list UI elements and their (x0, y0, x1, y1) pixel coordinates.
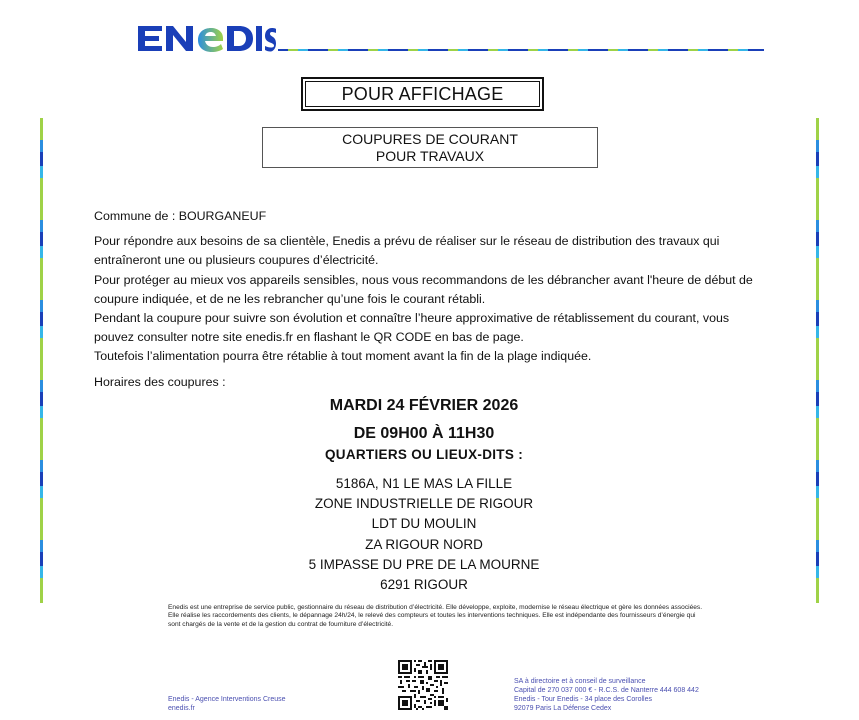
title-box (301, 77, 544, 111)
outage-time: DE 09H00 À 11H30 (353, 425, 495, 442)
outage-date: MARDI 24 FÉVRIER 2026 (329, 397, 519, 414)
outage-schedule (200, 392, 648, 448)
subtitle-box (262, 127, 598, 168)
commune-line: Commune de : BOURGANEUF (94, 209, 267, 223)
paragraph-4: Toutefois l’alimentation pourra être rétablie à tout moment avant la fin de la plage indiquée. (94, 349, 592, 364)
footer-legal-line: SA à directoire et à conseil de surveillance (514, 678, 646, 685)
place-item: 5 IMPASSE DU PRE DE LA MOURNE (308, 556, 540, 572)
place-item: ZONE INDUSTRIELLE DE RIGOUR (314, 496, 534, 512)
paragraph-2: Pour protéger au mieux vos appareils sensibles, nous vous recommandons de les débrancher avant l'heure de début de coupure indiquée, et de ne les rebrancher qu’une fois le courant rétabli. (94, 272, 753, 306)
page-title: POUR AFFICHAGE (305, 81, 540, 107)
footer-legal-line: 92079 Paris La Défense Cedex (514, 705, 612, 712)
place-item: 5186A, N1 LE MAS LA FILLE (335, 476, 513, 491)
place-item: LDT DU MOULIN (371, 516, 477, 532)
left-decorative-bar (40, 118, 43, 603)
paragraph-3: Pendant la coupure pour suivre son évolution et connaître l’heure approximative de rétablissement du courant, vous pouvez consulter notre site enedis.fr en flashant le QR CODE en bas de page. (94, 311, 730, 345)
right-decorative-bar (816, 118, 819, 603)
paragraph-1: Pour répondre aux besoins de sa clientèle, Enedis a prévu de réaliser sur le réseau de distribution des travaux qui entraîneront une ou plusieurs coupures d’électricité. (94, 234, 720, 268)
subtitle-line-2: POUR TRAVAUX (375, 147, 485, 164)
qr-code-icon[interactable] (398, 660, 448, 710)
place-item: ZA RIGOUR NORD (365, 536, 483, 552)
footer-disclaimer: Enedis est une entreprise de service public, gestionnaire du réseau de distribution d’électricité. Elle développe, exploite, modernise le réseau électrique et gère les données associées. Elle réalise les raccordements des clients, le dépannage 24h/24, le relevé des compteurs et toutes les interventions techniques. Elle est indépendante des fournisseurs d’énergie qui sont chargés de la vente et de la gestion du contrat de fourniture d’électricité. (168, 604, 703, 628)
footer-legal-line: Enedis - Tour Enedis - 34 place des Corolles (514, 696, 653, 703)
footer-agency-name: Enedis - Agence Interventions Creuse (168, 696, 286, 703)
footer-legal-line: Capital de 270 037 000 € - R.C.S. de Nanterre 444 608 442 (514, 687, 699, 694)
quartiers-heading: QUARTIERS OU LIEUX-DITS : (324, 447, 523, 462)
place-item: 6291 RIGOUR (380, 577, 468, 593)
enedis-logo (136, 20, 276, 54)
footer-website-link[interactable]: enedis.fr (168, 705, 195, 712)
logo-decorative-line (278, 49, 764, 51)
subtitle-line-1: COUPURES DE COURANT (342, 130, 518, 147)
places-list (200, 474, 648, 595)
footer-legal (514, 677, 699, 713)
horaires-label: Horaires des coupures : (94, 374, 226, 389)
body-text (94, 207, 754, 392)
footer-agency (168, 695, 286, 713)
